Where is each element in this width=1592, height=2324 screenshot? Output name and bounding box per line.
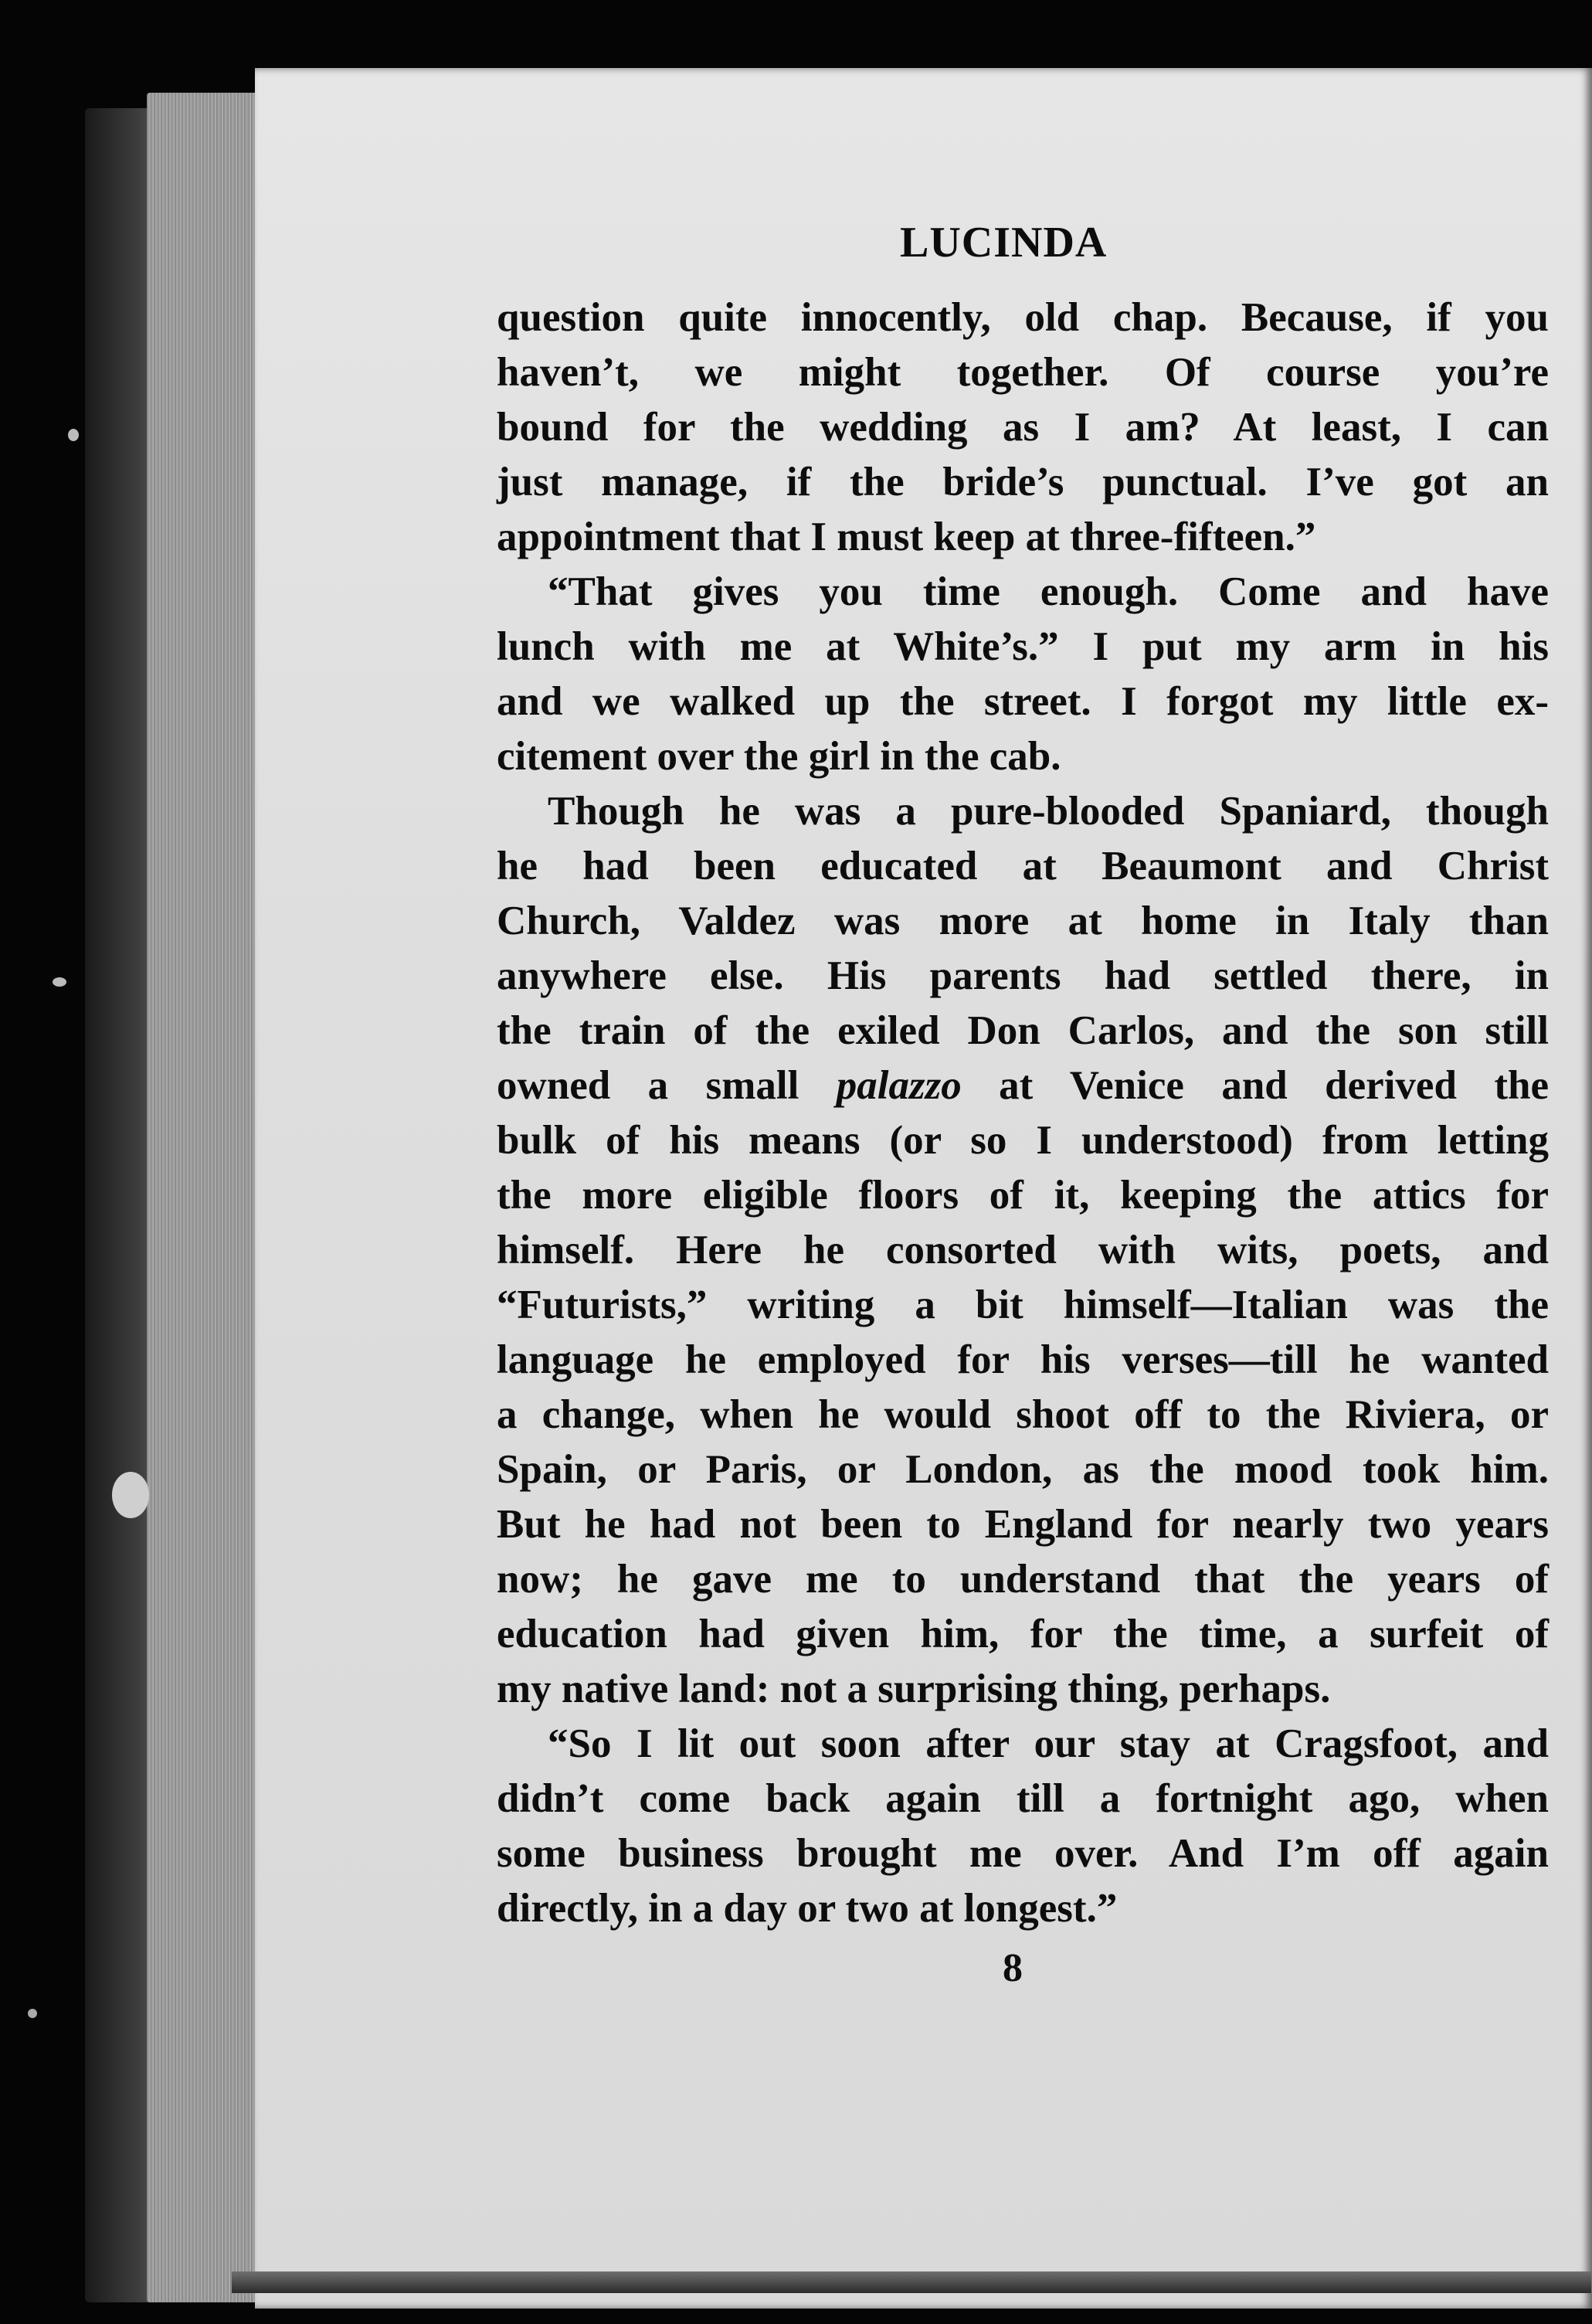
body-text	[497, 290, 1549, 1936]
text-line: he had been educated at Beaumont and Christ	[497, 844, 1549, 888]
text-line: Church, Valdez was more at home in Italy than	[497, 899, 1549, 943]
text-line: language he employed for his verses—till he wanted	[497, 1337, 1549, 1382]
text-line: lunch with me at White’s.” I put my arm in his	[497, 624, 1549, 669]
text-line: citement over the girl in the cab.	[497, 734, 1061, 779]
text-line: “That gives you time enough. Come and have	[548, 569, 1549, 614]
paper-speck	[112, 1472, 149, 1518]
text-line: appointment that I must keep at three-fifteen.”	[497, 515, 1316, 559]
text-line: owned a small palazzo at Venice and derived the	[497, 1063, 1549, 1108]
text-line: himself. Here he consorted with wits, poets, and	[497, 1228, 1549, 1272]
page-number: 8	[1003, 1946, 1023, 1990]
text-line: the train of the exiled Don Carlos, and the son still	[497, 1008, 1549, 1053]
text-line: now; he gave me to understand that the years of	[497, 1557, 1549, 1602]
running-head: LUCINDA	[900, 219, 1108, 267]
text-line: directly, in a day or two at longest.”	[497, 1886, 1118, 1931]
text-line: Spain, or Paris, or London, as the mood took him.	[497, 1447, 1549, 1492]
text-line: a change, when he would shoot off to the Riviera, or	[497, 1392, 1549, 1437]
text-line: “Futurists,” writing a bit himself—Italian was the	[497, 1283, 1549, 1327]
text-line: education had given him, for the time, a surfeit of	[497, 1612, 1549, 1656]
text-line: bound for the wedding as I am? At least, I can	[497, 405, 1549, 450]
italic-word: palazzo	[836, 1063, 962, 1108]
text-line: my native land: not a surprising thing, perhaps.	[497, 1667, 1331, 1711]
text-line: didn’t come back again till a fortnight ago, when	[497, 1776, 1549, 1821]
text-line: haven’t, we might together. Of course you’re	[497, 350, 1549, 395]
text-line: the more eligible floors of it, keeping the attics for	[497, 1173, 1549, 1218]
text-line: bulk of his means (or so I understood) from letting	[497, 1118, 1549, 1163]
text-line: some business brought me over. And I’m off again	[497, 1831, 1549, 1876]
text-line: anywhere else. His parents had settled there, in	[497, 953, 1549, 998]
text-line: But he had not been to England for nearly two years	[497, 1502, 1549, 1547]
text-line: just manage, if the bride’s punctual. I’ve got an	[497, 460, 1549, 505]
paper-speck	[53, 977, 66, 987]
text-line: Though he was a pure-blooded Spaniard, though	[548, 789, 1549, 834]
text-line: “So I lit out soon after our stay at Cragsfoot, and	[548, 1721, 1549, 1766]
paper-speck	[28, 2009, 37, 2018]
paper-speck	[68, 429, 79, 441]
text-line: question quite innocently, old chap. Because, if you	[497, 295, 1549, 340]
text-line: and we walked up the street. I forgot my little ex-	[497, 679, 1549, 724]
page-bottom-edge	[232, 2271, 1591, 2293]
